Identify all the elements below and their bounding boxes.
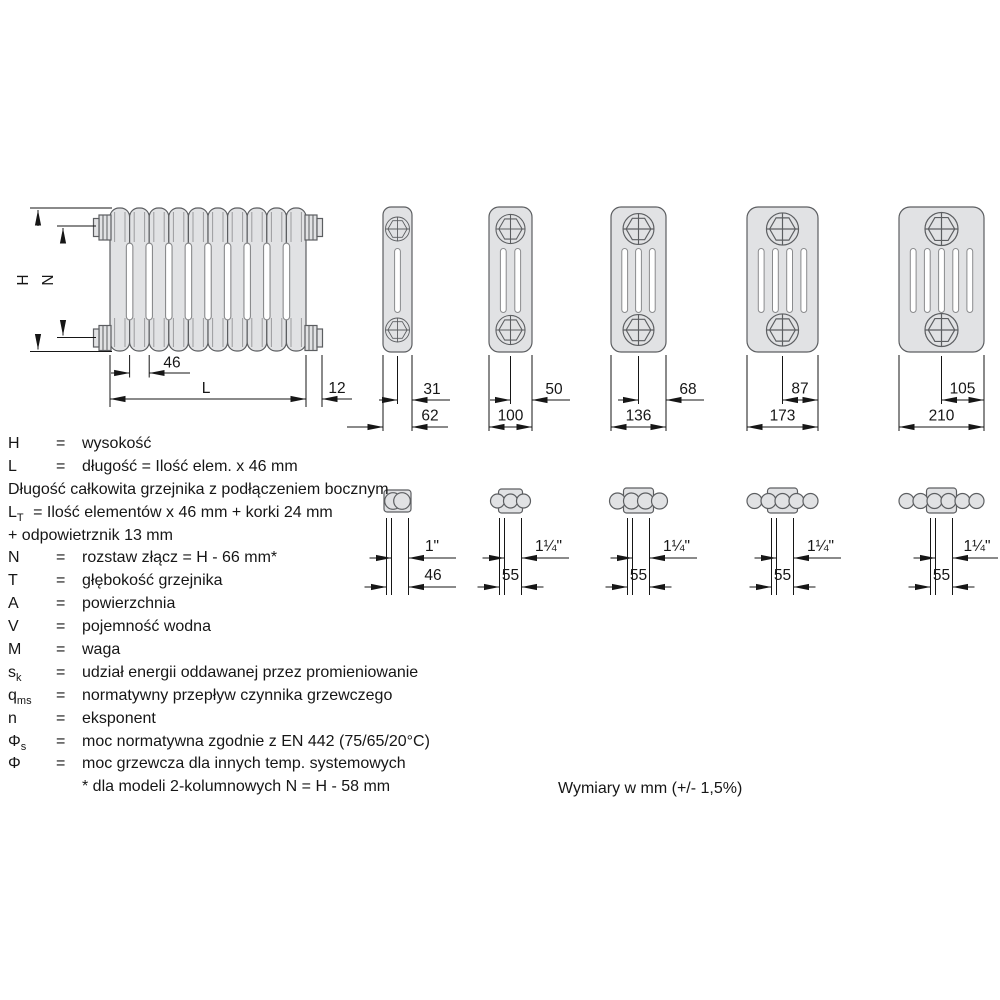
legend-row-L [8, 456, 478, 479]
legend-desc: rozstaw złącz = H - 66 mm* [82, 549, 278, 567]
equals-sign: = [56, 641, 66, 659]
legend-desc: waga [82, 641, 121, 659]
equals-sign: = [56, 595, 66, 613]
legend-row-H [8, 433, 478, 456]
legend-symbol: M [8, 641, 22, 659]
equals-sign: = [56, 457, 66, 475]
equals-sign: = [56, 663, 66, 681]
half-depth-4col: 68 [679, 381, 697, 398]
half-depth-2col: 31 [423, 381, 441, 398]
element-pitch-value: 46 [163, 354, 181, 372]
end-offset-value: 12 [328, 380, 346, 397]
legend-symbol: $\Phi_s$ [8, 732, 27, 753]
legend-symbol: N [8, 549, 20, 567]
legend-row-V [8, 616, 478, 639]
legend-row-total-length: Długość całkowita grzejnika z podłączeniem bocznym [8, 480, 389, 498]
legend-symbol: $L_T$ [8, 503, 24, 524]
section-2-column [383, 207, 412, 352]
section-3-column [489, 207, 532, 352]
equals-sign: = [56, 755, 66, 773]
legend-symbol: T [8, 572, 18, 590]
depth-4col: 136 [625, 407, 652, 425]
end-element-length-6col: 55 [932, 567, 951, 584]
depth-6col: 210 [928, 407, 955, 425]
thread-size-4col: 1¼" [662, 538, 691, 555]
front-length-dimensions [110, 355, 352, 408]
legend-desc: głębokość grzejnika [82, 572, 223, 590]
section-4-column [611, 207, 666, 352]
legend-row-air-vent: + odpowietrznik 13 mm [8, 526, 173, 544]
legend-desc: moc normatywna zgodnie z EN 442 (75/65/20°C) [82, 732, 430, 750]
topview-6-column [899, 488, 984, 513]
legend-row-phi [8, 753, 478, 776]
legend-row-N [8, 547, 478, 570]
legend-desc: udział energii oddawanej przez promieniowanie [82, 663, 419, 681]
depth-3col: 100 [497, 407, 524, 425]
legend-symbol: A [8, 595, 19, 613]
depth-2col: 62 [421, 407, 439, 425]
end-element-length-2col: 46 [424, 567, 442, 584]
equals-sign: = [56, 686, 66, 704]
legend-symbol: n [8, 709, 17, 727]
equals-sign: = [56, 435, 66, 452]
legend-row-sk [8, 662, 478, 685]
thread-size-6col: 1¼" [963, 538, 991, 555]
legend-desc: normatywny przepływ czynnika grzewczego [82, 686, 393, 704]
section-6-column [899, 207, 984, 352]
legend-row-A [8, 593, 478, 616]
legend-desc: = Ilość elementów x 46 mm + korki 24 mm [33, 503, 333, 521]
thread-size-5col: 1¼" [806, 538, 835, 555]
end-element-length-4col: 55 [629, 567, 648, 584]
depth-5col: 173 [769, 407, 796, 425]
equals-sign: = [56, 618, 66, 636]
half-depth-6col: 105 [949, 380, 976, 398]
topview-4-column [610, 488, 668, 513]
thread-size-3col: 1¼" [534, 538, 563, 555]
footnote-text: * dla modeli 2-kolumnowych N = H - 58 mm [82, 778, 391, 796]
legend-row-n [8, 708, 478, 731]
legend-desc: eksponent [82, 709, 156, 727]
legend-desc: wysokość [82, 435, 152, 452]
legend-desc: pojemność wodna [82, 618, 211, 636]
legend-desc: moc grzewcza dla innych temp. systemowych [82, 755, 406, 773]
legend-desc: długość = Ilość elem. x 46 mm [82, 457, 298, 475]
length-label: L [201, 380, 211, 397]
height-label: H [15, 274, 32, 286]
topview-3-column [491, 489, 531, 513]
legend-row-phi-s [8, 731, 478, 754]
equals-sign: = [56, 572, 66, 590]
thread-size-2col: 1" [424, 538, 440, 555]
legend-desc: powierzchnia [82, 595, 176, 613]
spacing-label: N [40, 274, 57, 286]
end-element-length-3col: 55 [501, 567, 520, 584]
legend-row-LT [8, 502, 478, 525]
legend-symbol: Φ [8, 755, 21, 773]
equals-sign: = [56, 732, 66, 750]
equals-sign: = [56, 549, 66, 567]
legend-symbol: V [8, 618, 19, 636]
half-depth-5col: 87 [791, 380, 809, 398]
end-element-length-5col: 55 [773, 567, 792, 584]
legend-symbol: $q_{ms}$ [8, 686, 32, 707]
dimensions-note: Wymiary w mm (+/- 1,5%) [558, 780, 743, 797]
legend-row-M [8, 639, 478, 662]
legend-symbol: L [8, 457, 17, 475]
legend-symbol: $s_k$ [8, 663, 22, 685]
front-view-figure [94, 208, 323, 351]
section-depth-dimensions [347, 355, 984, 431]
equals-sign: = [56, 709, 66, 727]
topview-5-column [747, 488, 818, 513]
section-5-column [747, 207, 818, 352]
legend [8, 433, 478, 799]
half-depth-3col: 50 [545, 381, 563, 398]
legend-row-footnote [8, 776, 478, 799]
legend-row-qms [8, 685, 478, 708]
legend-row-T [8, 570, 478, 593]
legend-symbol: H [8, 435, 20, 452]
